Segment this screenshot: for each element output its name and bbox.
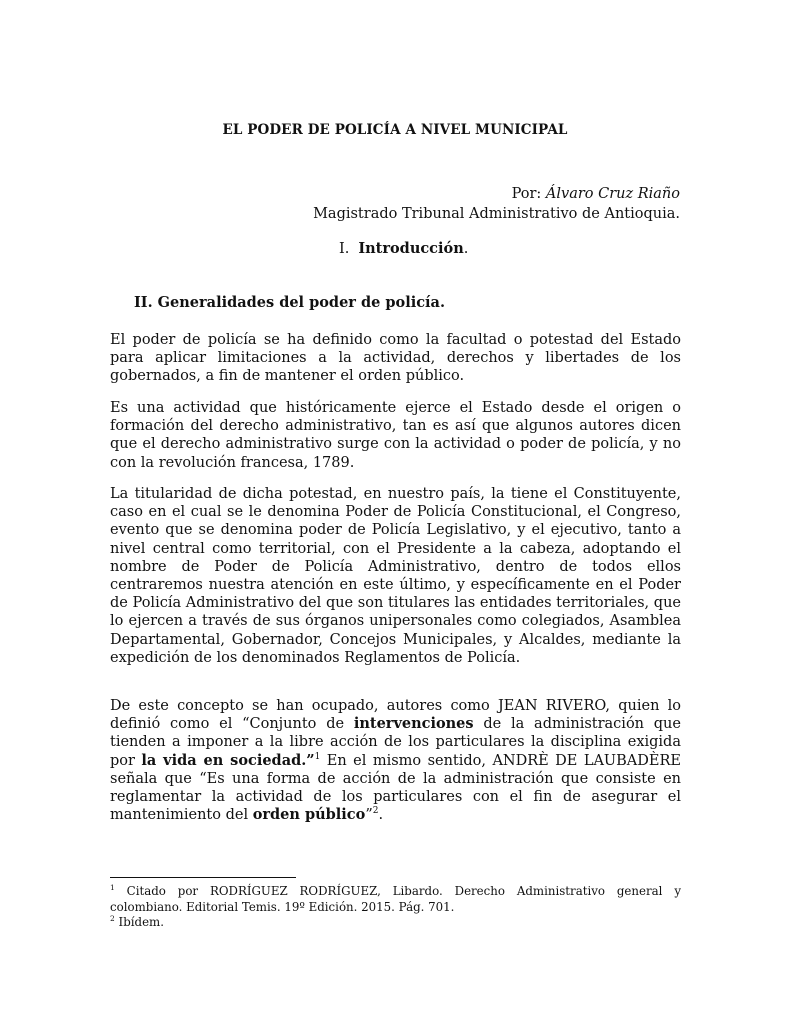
intro-label: Introducción — [358, 240, 464, 257]
author-prefix: Por: — [511, 186, 546, 202]
footnote-text-1: Citado por RODRÍGUEZ RODRÍGUEZ, Libardo. Derecho Administrativo general y colombiano. Editorial Temis. 19º Edición. 2015. Pág. 701. — [110, 884, 681, 914]
p4-text-3: En el mismo sentido, ANDRÈ DE LAUBADÈRE señala que “Es una forma de acción de la administración que consiste en reglamentar la actividad de los particulares con el fin de asegurar el mantenimiento del — [110, 752, 681, 824]
p4-bold-orden-publico: orden público — [252, 806, 366, 824]
footnote-mark-1: 1 — [110, 883, 115, 893]
intro-number: I. — [339, 241, 350, 257]
footnote-mark-2: 2 — [110, 914, 115, 924]
paragraph-3: La titularidad de dicha potestad, en nuestro país, la tiene el Constituyente, caso en el cual se le denomina Poder de Policía Constitucional, el Congreso, evento que se denomina poder de Policía Legislativo, y el ejecutivo, tanto a nivel central como territorial, con el Presidente a la cabeza, adoptando el nombre de Poder de Policía Administrativo, dentro de todos ellos centraremos nuestra atención en este último, y específicamente en el Poder de Policía Administrativo del que son titulares las entidades territoriales, que lo ejercen a través de sus órganos unipersonales como colegiados, Asamblea Departamental, Gobernador, Concejos Municipales, y Alcaldes, mediante la expedición de los denominados Reglamentos de Policía. — [110, 486, 681, 666]
paragraph-1: El poder de policía se ha definido como la facultad o potestad del Estado para aplicar limitaciones a la actividad, derechos y libertades de los gobernados, a fin de mantener el orden público. — [110, 332, 681, 385]
intro-period: . — [463, 241, 469, 257]
paragraph-4 — [110, 697, 681, 824]
footnotes — [110, 884, 681, 931]
paragraph-2: Es una actividad que históricamente ejerce el Estado desde el origen o formación del derecho administrativo, tan es así que algunos autores dicen que el derecho administrativo surge con la actividad o poder de policía, y no con la revolución francesa, 1789. — [110, 400, 681, 471]
p4-text-2: de la administración que tienden a imponer a la libre acción de los particulares la disciplina exigida por — [110, 716, 681, 769]
p4-bold-vida-en-sociedad: la vida en sociedad.” — [141, 751, 315, 769]
p4-text-1: De este concepto se han ocupado, autores como JEAN RIVERO, quien lo definió como el “Conjunto de — [110, 698, 681, 733]
footnote-text-2: Ibídem. — [114, 915, 164, 929]
document-title: EL PODER DE POLICÍA A NIVEL MUNICIPAL — [222, 122, 568, 138]
introduction-heading — [339, 240, 468, 257]
section-heading: II. Generalidades del poder de policía. — [134, 294, 445, 311]
footnote-ref-1[interactable]: 1 — [314, 751, 321, 762]
p4-text-5: . — [378, 807, 384, 824]
footnote-separator — [110, 877, 296, 878]
author-line — [313, 184, 680, 204]
p4-bold-intervenciones: intervenciones — [353, 715, 474, 733]
footnote-1 — [110, 884, 681, 915]
footnote-2 — [110, 915, 681, 931]
footnote-ref-2[interactable]: 2 — [372, 806, 379, 817]
author-name: Álvaro Cruz Riaño — [545, 186, 680, 202]
p4-text-4: ” — [365, 807, 373, 824]
author-role: Magistrado Tribunal Administrativo de Antioquia. — [313, 206, 680, 222]
author-block — [313, 184, 680, 224]
